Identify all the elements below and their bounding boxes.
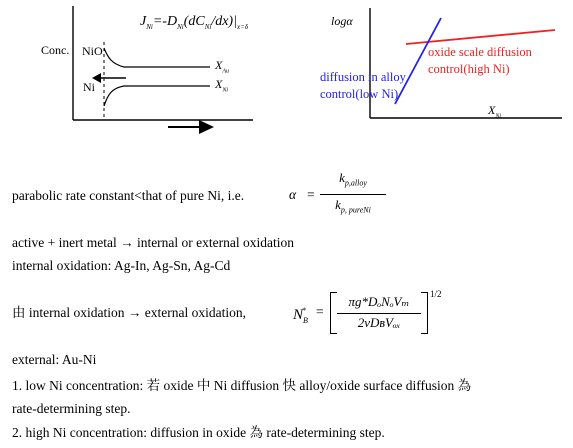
- bracket-top-left: [331, 292, 337, 293]
- low-ni-line-cont: rate-determining step.: [12, 401, 131, 416]
- alpha-symbol: α: [289, 187, 297, 202]
- nb-star-symbol: $N_B^*$: [293, 306, 308, 325]
- bracket-bottom-right: [421, 333, 427, 334]
- log-alpha-label: logα: [331, 14, 353, 28]
- internal-oxidation-line: internal oxidation: Ag-In, Ag-Sn, Ag-Cd: [12, 258, 231, 273]
- ni-label: Ni: [83, 80, 95, 94]
- fraction-bar: [320, 194, 386, 195]
- nb-fraction-bar: [337, 313, 421, 314]
- bracket-top-right: [421, 292, 427, 293]
- xni-label: $X_{Ni}$: [215, 77, 229, 94]
- nb-bracket: [330, 292, 428, 334]
- equals-sign: =: [307, 187, 315, 202]
- active-inert-line: active + inert metal → internal or external oxidation: [12, 235, 295, 250]
- parabolic-line: parabolic rate constant<that of pure Ni, i.e.: [12, 188, 245, 203]
- nb-denominator: 2νDʙVₒₓ: [357, 315, 401, 330]
- transition-line: 由 internal oxidation → external oxidation,: [12, 305, 246, 320]
- low-ni-line: 1. low Ni concentration: 若 oxide 中 Ni diffusion 快 alloy/oxide surface diffusion 為: [12, 378, 472, 393]
- flux-equation: $J_{Ni}=-D_{Ni}(dC_{Ni}/dx)|_{x=\delta}$: [140, 14, 249, 31]
- alpha-fraction: [320, 170, 386, 218]
- blue-line-label: diffusion in alloy control(low Ni): [320, 70, 406, 101]
- alpha-numerator: $k_{p,alloy}$: [339, 170, 367, 188]
- xau-label: $X_{Au}$: [215, 58, 230, 75]
- nb-numerator: πg*DₒNₒVₘ: [348, 294, 410, 309]
- external-line: external: Au-Ni: [12, 352, 97, 367]
- left-y-axis-label: Conc.: [41, 43, 70, 57]
- right-arrow-icon: [199, 120, 214, 134]
- alpha-denominator: $k_{p, pureNi}$: [335, 196, 371, 215]
- xau-curve: [104, 48, 210, 67]
- equals-sign-2: =: [316, 304, 324, 319]
- bracket-bottom-left: [331, 333, 337, 334]
- nio-label: NiO: [82, 44, 103, 58]
- xni-curve: [104, 86, 210, 106]
- high-ni-line: 2. high Ni concentration: diffusion in oxide 為 rate-determining step.: [12, 425, 385, 440]
- xni-axis-label: $X_{Ni}$: [488, 103, 502, 120]
- red-line-label: oxide scale diffusion control(high Ni): [428, 45, 532, 76]
- nb-exponent: 1/2: [430, 289, 442, 299]
